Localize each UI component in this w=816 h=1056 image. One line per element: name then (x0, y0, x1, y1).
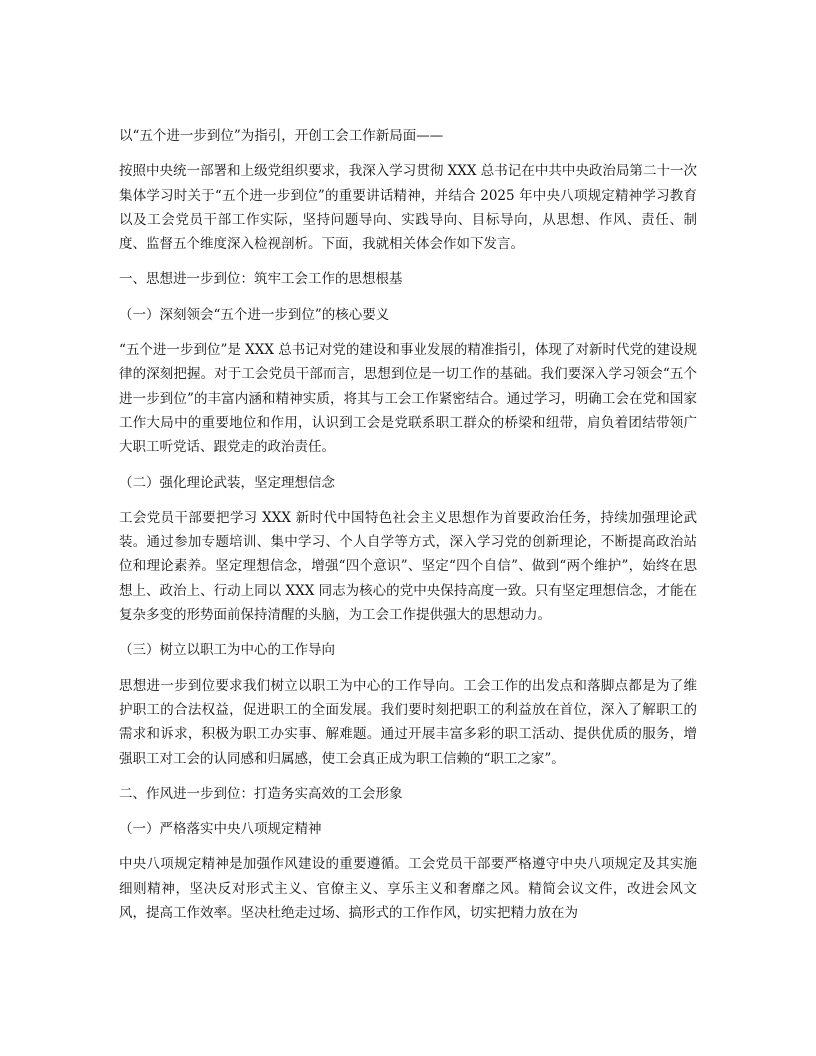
section-2-1-paragraph: 中央八项规定精神是加强作风建设的重要遵循。工会党员干部要严格遵守中央八项规定及其实施细则精神，坚决反对形式主义、官僚主义、享乐主义和奢靡之风。精简会议文件，改进会风文风，提高工作效率。坚决杜绝走过场、搞形式的工作作风，切实把精力放在为 (119, 856, 697, 922)
section-1-3-paragraph: 思想进一步到位要求我们树立以职工为中心的工作导向。工会工作的出发点和落脚点都是为了维护职工的合法权益，促进职工的全面发展。我们要时刻把职工的利益放在首位，深入了解职工的需求和诉求，积极为职工办实事、解难题。通过开展丰富多彩的职工活动、提供优质的服务，增强职工对工会的认同感和归属感，使工会真正成为职工信赖的“职工之家”。 (119, 677, 697, 767)
section-2-heading: 二、作风进一步到位：打造务实高效的工会形象 (119, 785, 403, 802)
document-title: 以“五个进一步到位”为指引，开创工会工作新局面—— (119, 128, 444, 144)
section-1-1-paragraph: “五个进一步到位”是 XXX 总书记对党的建设和事业发展的精准指引，体现了对新时代党的建设规律的深刻把握。对于工会党员干部而言，思想到位是一切工作的基础。我们要深入学习领会“五个进一步到位”的丰富内涵和精神实质，将其与工会工作紧密结合。通过学习，明确工会在党和国家工作大局中的重要地位和作用，认识到工会是党联系职工群众的桥梁和纽带，肩负着团结带领广大职工听党话、跟党走的政治责任。 (119, 342, 697, 456)
section-1-heading: 一、思想进一步到位：筑牢工会工作的思想根基 (119, 271, 403, 288)
section-2-1-heading: （一）严格落实中央八项规定精神 (119, 821, 322, 838)
section-1-2-heading: （二）强化理论武装，坚定理想信念 (119, 474, 335, 491)
document-body (119, 124, 697, 936)
section-1-1-heading: （一）深刻领会“五个进一步到位”的核心要义 (119, 306, 390, 323)
section-1-2-paragraph: 工会党员干部要把学习 XXX 新时代中国特色社会主义思想作为首要政治任务，持续加强理论武装。通过参加专题培训、集中学习、个人自学等方式，深入学习党的创新理论，不断提高政治站位和理论素养。坚定理想信念，增强“四个意识”、坚定“四个自信”、做到“两个维护”，始终在思想上、政治上、行动上同以 XXX 同志为核心的党中央保持高度一致。只有坚定理想信念，才能在复杂多变的形势面前保持清醒的头脑，为工会工作提供强大的思想动力。 (119, 509, 697, 624)
intro-paragraph: 按照中央统一部署和上级党组织要求，我深入学习贯彻 XXX 总书记在中共中央政治局第二十一次集体学习时关于“五个进一步到位”的重要讲话精神，并结合 2025 年中央八项规定精神学习教育以及工会党员干部工作实际，坚持问题导向、实践导向、目标导向，从思想、作风、责任、制度、监督五个维度深入检视剖析。下面，我就相关体会作如下发言。 (119, 163, 697, 253)
section-1-3-heading: （三）树立以职工为中心的工作导向 (119, 642, 335, 659)
